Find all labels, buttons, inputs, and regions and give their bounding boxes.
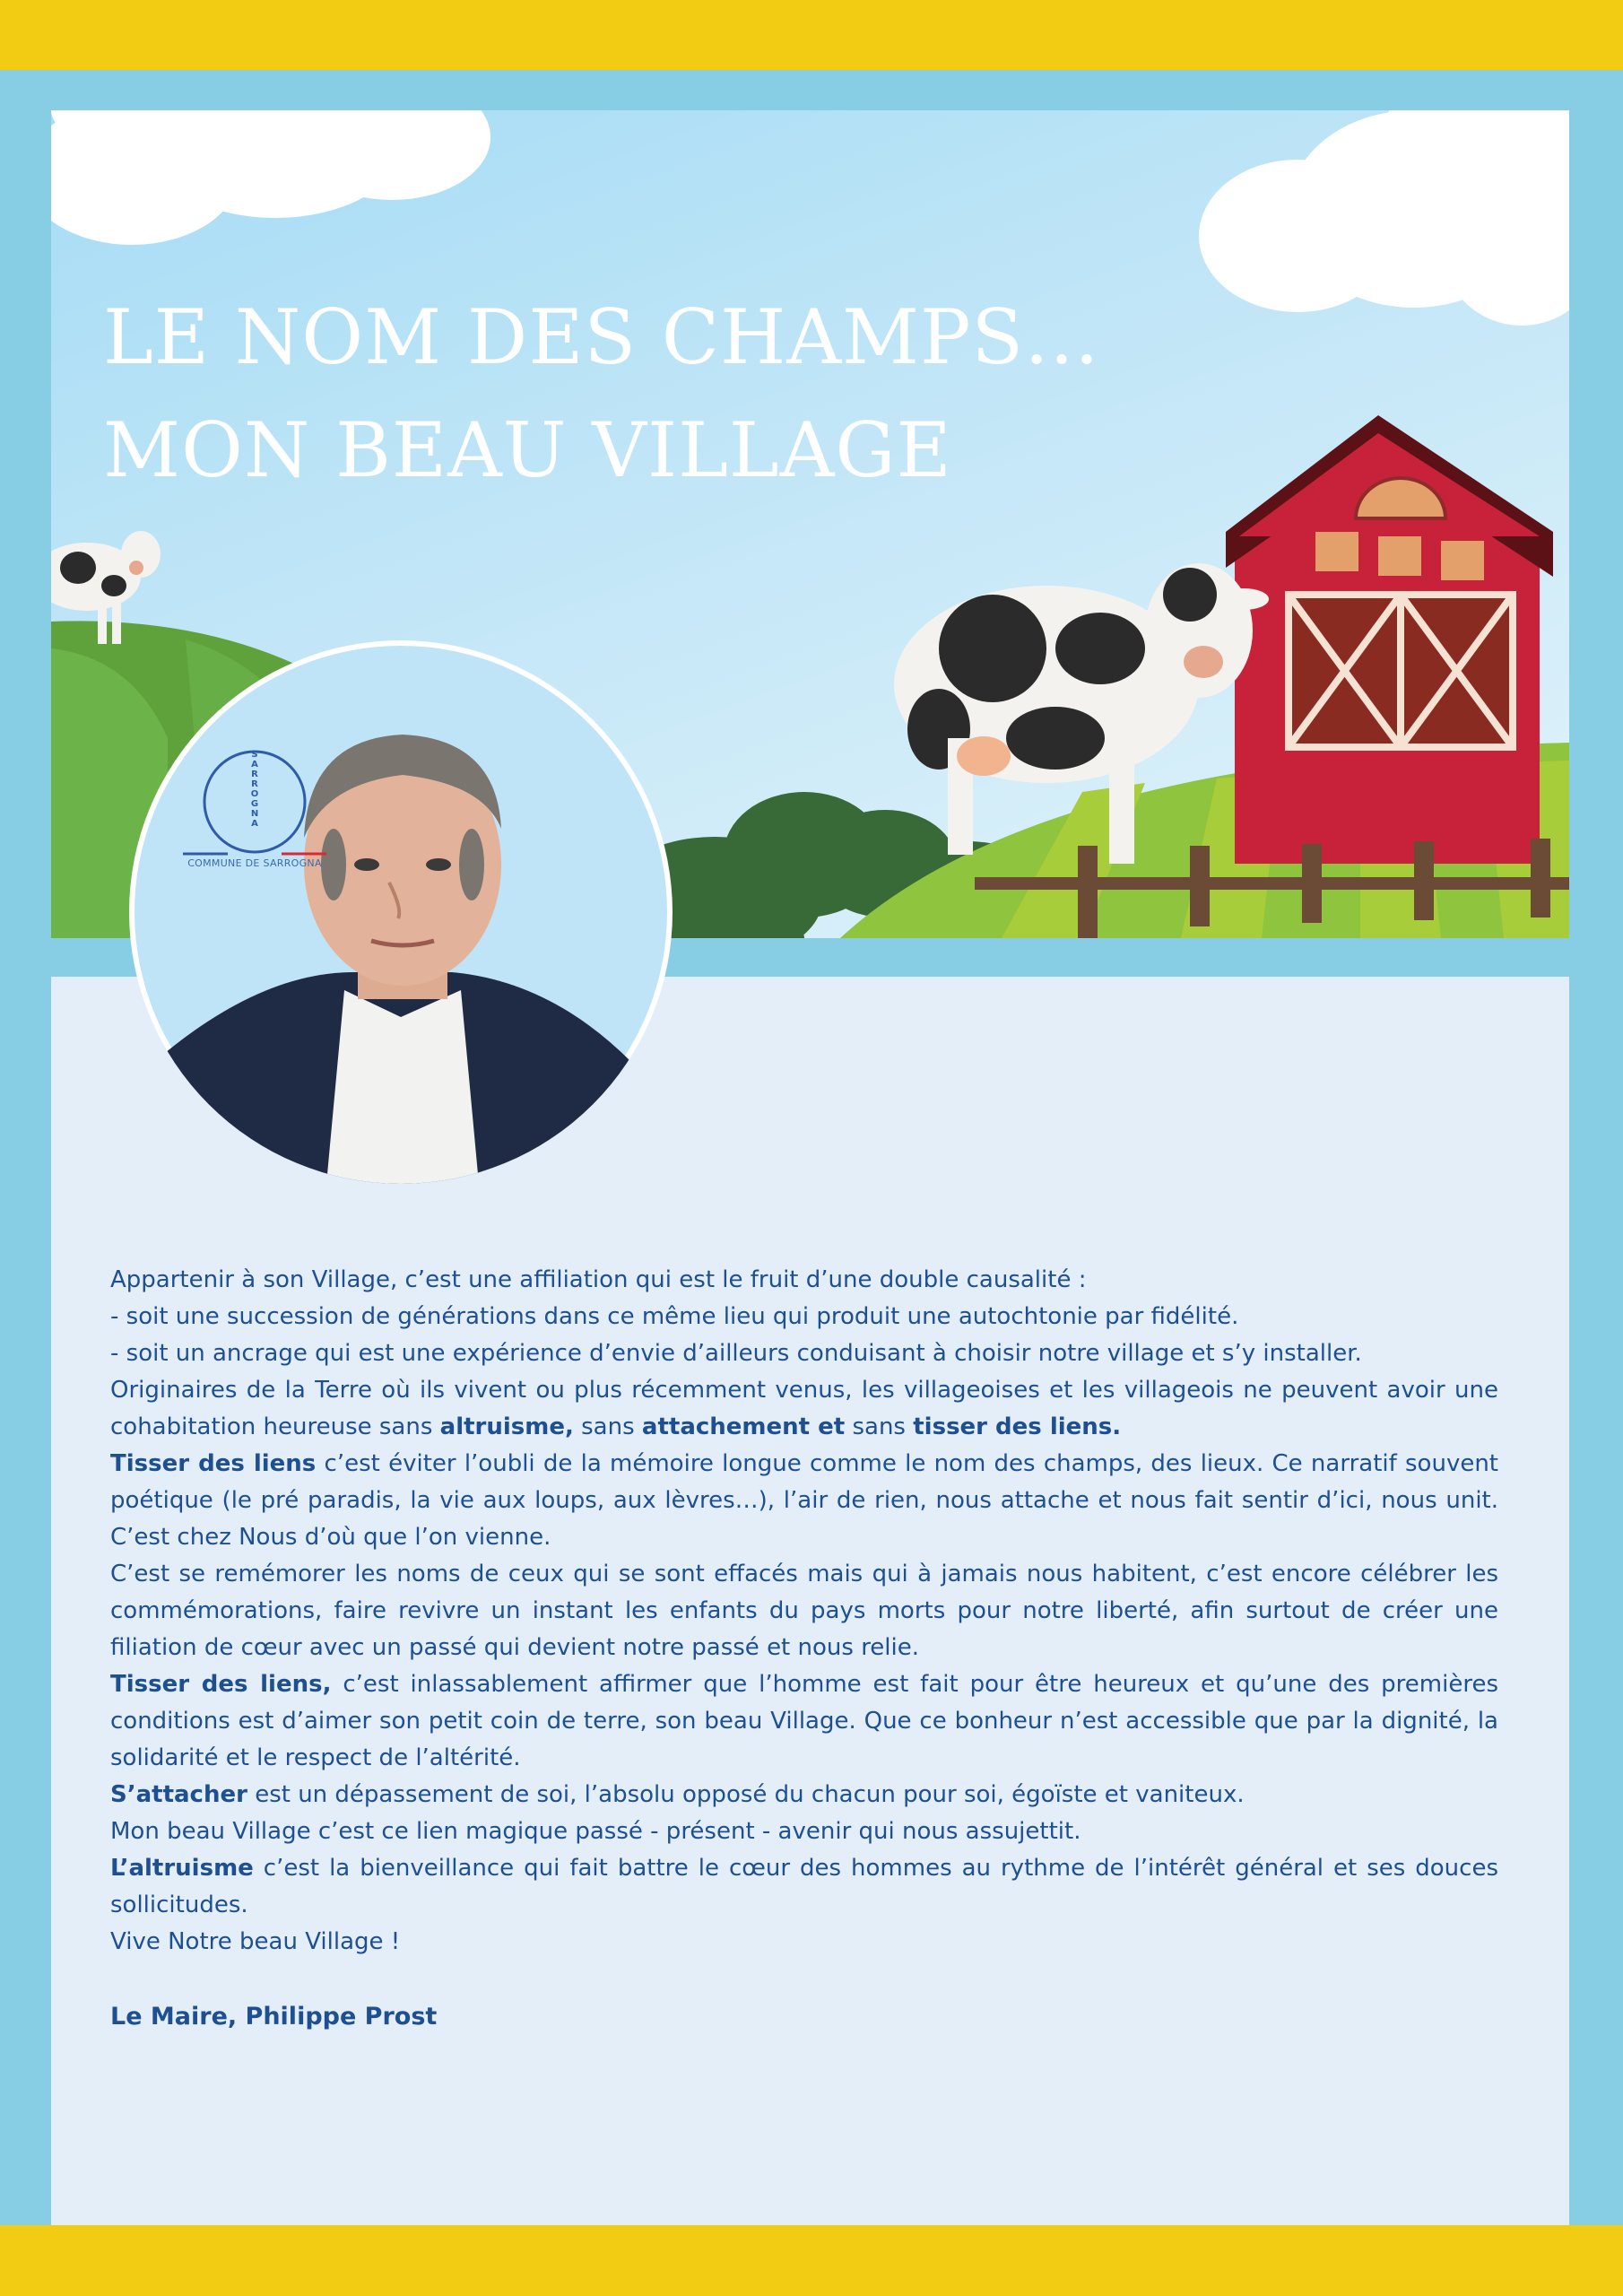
- logo-letter: A: [251, 819, 258, 829]
- logo-letter: G: [250, 799, 259, 809]
- paragraph: Appartenir à son Village, c’est une affiliation qui est le fruit d’une double causalité :: [110, 1266, 1087, 1293]
- paragraph: [110, 1666, 1498, 1777]
- editorial-text: [110, 1262, 1498, 1961]
- bottom-yellow-band: [0, 2225, 1623, 2296]
- cloud-icon: [51, 110, 490, 245]
- paragraph: Vive Notre beau Village !: [110, 1928, 401, 1955]
- logo-letters: [235, 750, 274, 829]
- top-yellow-band: [0, 0, 1623, 70]
- title-line-2: MON BEAU VILLAGE: [103, 406, 952, 494]
- emphasis: Tisser des liens,: [110, 1671, 332, 1698]
- emphasis: Tisser des liens: [110, 1450, 317, 1477]
- text-run: sans: [845, 1413, 914, 1440]
- emphasis: attachement et: [641, 1413, 846, 1440]
- emphasis: S’attacher: [110, 1781, 247, 1808]
- logo-letter: A: [251, 760, 258, 770]
- text-run: sans: [573, 1413, 642, 1440]
- text-run: c’est inlassablement affirmer que l’homme est fait pour être heureux et qu’une des premières conditions est d’aimer son petit coin de terre, son beau Village. Que ce bonheur n’est accessible que par la dignité, la solidarité et le respect de l’altérité.: [110, 1671, 1498, 1771]
- emphasis: altruisme,: [439, 1413, 574, 1440]
- paragraph: [110, 1372, 1498, 1446]
- paragraph: [110, 1777, 1498, 1813]
- text-run: c’est éviter l’oubli de la mémoire longue comme le nom des champs, des lieux. Ce narratif souvent poétique (le pré paradis, la vie aux loups, aux lèvres…), l’air de rien, nous attache et nous fait sentir d’ici, nous unit. C’est chez Nous d’où que l’on vienne.: [110, 1450, 1498, 1551]
- text-run: c’est la bienveillance qui fait battre le cœur des hommes au rythme de l’intérêt général et ses douces sollicitudes.: [110, 1855, 1498, 1918]
- title-line-1: LE NOM DES CHAMPS…: [103, 293, 1101, 381]
- mayor-portrait: [129, 640, 673, 1184]
- logo-caption: COMMUNE DE SARROGNA: [187, 857, 322, 869]
- paragraph: - soit une succession de générations dans ce même lieu qui produit une autochtonie par fidélité.: [110, 1303, 1239, 1330]
- paragraph: [110, 1850, 1498, 1924]
- logo-letter: O: [250, 789, 259, 799]
- emphasis: tisser des liens.: [913, 1413, 1122, 1440]
- portrait-photo: [129, 640, 673, 1184]
- signature: Le Maire, Philippe Prost: [110, 2003, 438, 2031]
- emphasis: L’altruisme: [110, 1855, 254, 1882]
- paragraph: [110, 1446, 1498, 1556]
- page-title: [103, 281, 1100, 507]
- text-run: Originaires de la Terre où ils vivent ou plus récemment venus, les villageoises et les villageois ne peuvent avoir une cohabitation heureuse sans: [110, 1377, 1498, 1440]
- barn-icon: [1226, 415, 1553, 864]
- paragraph: C’est se remémorer les noms de ceux qui se sont effacés mais qui à jamais nous habitent, c’est encore célébrer les commémorations, faire revivre un instant les enfants du pays morts pour notre liberté, afin surtout de créer une filiation de cœur avec un passé qui devient notre passé et nous relie.: [110, 1561, 1498, 1661]
- logo-letter: R: [251, 770, 258, 779]
- cloud-icon: [1199, 110, 1569, 326]
- logo-letter: R: [251, 779, 258, 789]
- logo-letter: N: [250, 809, 259, 819]
- text-run: est un dépassement de soi, l’absolu opposé du chacun pour soi, égoïste et vaniteux.: [247, 1781, 1245, 1808]
- paragraph: - soit un ancrage qui est une expérience d’envie d’ailleurs conduisant à choisir notre village et s’y installer.: [110, 1340, 1362, 1367]
- paragraph: Mon beau Village c’est ce lien magique passé - présent - avenir qui nous assujettit.: [110, 1818, 1081, 1845]
- logo-letter: S: [251, 750, 258, 760]
